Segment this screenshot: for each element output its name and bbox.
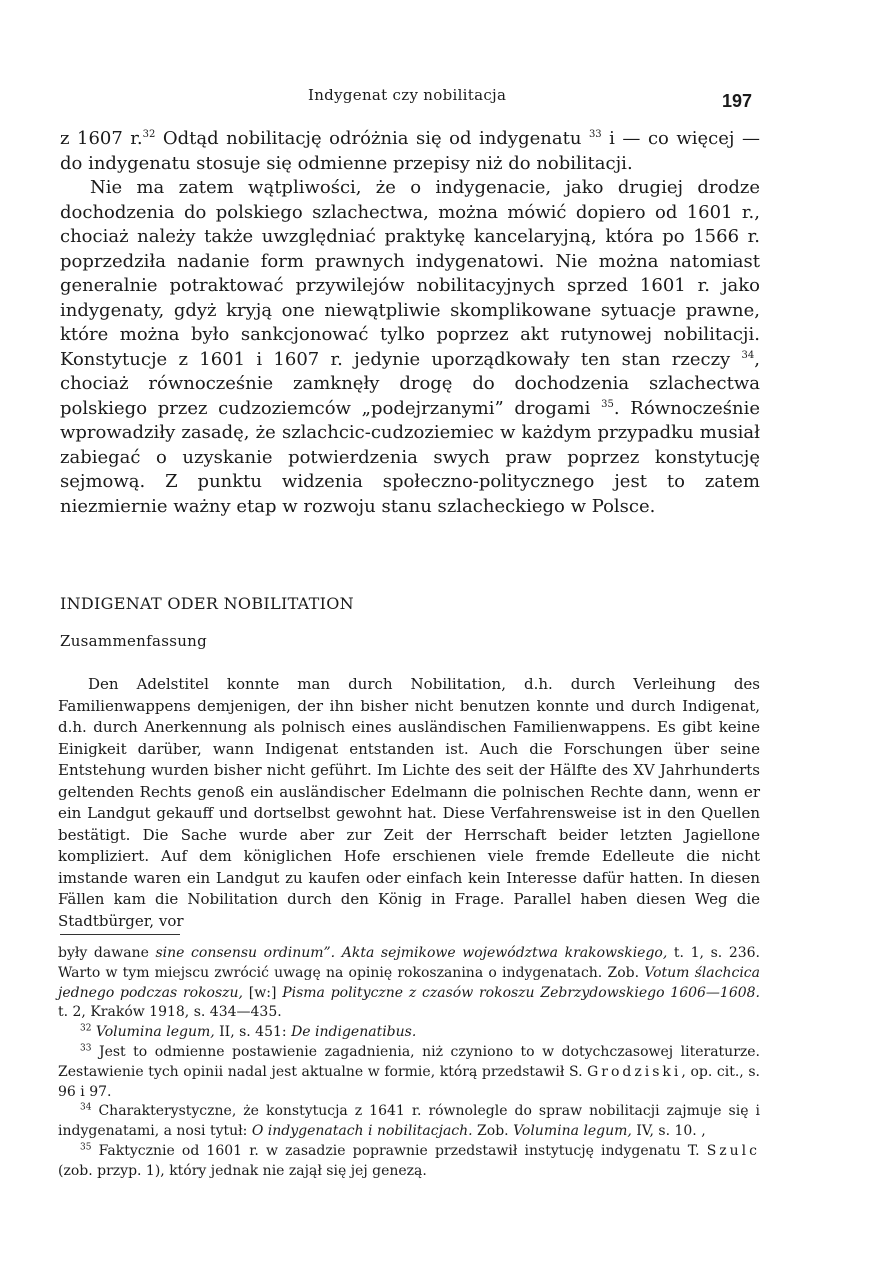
footnote-continuation [58, 944, 760, 1023]
text-run: , chociaż równocześnie zamknęły drogę do dochodzenia szlachectwa polskiego przez cudzoziemców „podejrzanymi” drogami [60, 348, 761, 419]
text-run-italic: Votum ślachcica jednego podczas rokoszu, [58, 964, 760, 1001]
text-run: z 1607 r. [60, 128, 143, 149]
summary-subtitle: Zusammenfassung [60, 632, 208, 650]
text-run: były dawane [58, 945, 156, 961]
author-name: Grodziski [587, 1063, 682, 1080]
footnote-ref-35: 35 [601, 398, 614, 410]
footnote-number: 32 [80, 1023, 92, 1034]
paragraph-2 [60, 176, 760, 519]
text-run-italic: sine consensu ordinum”. Akta sejmikowe województwa krakowskiego, [155, 945, 668, 961]
text-run: , op. cit., s. 96 i 97. [58, 1063, 760, 1100]
footnote-35 [58, 1142, 760, 1182]
text-run: IV, s. 10. , [631, 1123, 706, 1140]
text-run: (zob. przyp. 1), który jednak nie zajął się jej genezą. [58, 1162, 427, 1179]
text-run: t. 1, s. 236. Warto w tym miejscu zwrócić uwagę na opinię rokoszanina o indygenatach. Zob. [58, 945, 760, 981]
footnote-32 [58, 1023, 760, 1043]
footnote-ref-32: 32 [142, 129, 156, 140]
footnotes [58, 944, 760, 1182]
footnote-number: 33 [80, 1043, 92, 1054]
summary-body: Den Adelstitel konnte man durch Nobilitation, d.h. durch Verleihung des Familienwappens demjenigen, der ihn bisher nicht benutzen konnte und durch Indigenat, d.h. durch Anerkennung als polnisch eines ausländischen Familienwappens. Es gibt keine Einigkeit darüber, wann Indigenat entstanden ist. Auch die Forschungen über seine Entstehung wurden bisher nicht geführt. Im Lichte des seit der Hälfte des XV Jahrhunderts geltenden Rechts genoß ein ausländischer Edelmann die polnischen Rechte dann, wenn er ein Landgut gekauff und dortselbst gewohnt hat. Diese Verfahrensweise ist in den Quellen bestätigt. Die Sache wurde aber zur Zeit der Herrschaft beider letzten Jagiellone kompliziert. Auf dem königlichen Hofe erschienen viele fremde Edelleute die nicht imstande waren ein Landgut zu kaufen oder einfach kein Interesse dafür hatten. In diesen Fällen kam die Nobilitation durch den König in Frage. Parallel haben diesen Weg die Stadtbürger, vor [58, 675, 760, 930]
page-number: 197 [722, 91, 753, 111]
text-run: II, s. 451: [214, 1024, 292, 1041]
text-run: Faktycznie od 1601 r. w zasadzie poprawnie przedstawił instytucję indygenatu T. [98, 1142, 707, 1159]
text-run: . Równocześnie wprowadziły zasadę, że szlachcic-cudzoziemiec w każdym przypadku musiał zabiegać o uzyskanie potwierdzenia swych praw poprzez konstytucję sejmową. Z punktu widzenia społeczno-politycznego jest to zatem niezmiernie ważny etap w rozwoju stanu szlacheckiego w Polsce. [60, 397, 760, 517]
text-run-italic: O indygenatach i nobilitacjach. [251, 1123, 473, 1140]
author-name: Szulc [706, 1142, 760, 1159]
text-run: Charakterystyczne, że konstytucja z 1641 r. równolegle do spraw nobilitacji zajmuje się i indygenatami, a nosi tytuł: [58, 1103, 760, 1140]
footnote-number: 35 [80, 1142, 92, 1153]
text-run: [w:] [243, 984, 283, 1001]
text-run: Nie ma zatem wątpliwości, że o indygenacie, jako drugiej drodze dochodzenia do polskiego szlachectwa, można mówić dopiero od 1601 r., chociaż należy także uwzględniać praktykę kancelaryjną, która po 1566 r. poprzedziła nadanie form prawnych indygenatowi. Nie można natomiast generalnie potraktować przywilejów nobilitacyjnych sprzed 1601 r. jako indygenaty, gdyż kryją one niewątpliwie skomplikowane sytuacje prawne, które można było sankcjonować tylko poprzez akt rutynowej nobilitacji. Konstytucje z 1601 i 1607 r. jedynie uporządkowały ten stan rzeczy [60, 177, 760, 370]
footnote-number: 34 [80, 1102, 92, 1113]
footnote-ref-33: 33 [588, 129, 602, 140]
text-run: Odtąd nobilitację odróżnia się od indygenatu [155, 128, 582, 149]
footnote-ref-34: 34 [741, 349, 755, 361]
paragraph-1 [60, 127, 760, 176]
footnote-34 [58, 1102, 760, 1142]
summary-title: INDIGENAT ODER NOBILITATION [60, 594, 354, 613]
text-run-italic: Volumina legum, [95, 1024, 215, 1041]
footnote-33 [58, 1043, 760, 1102]
text-run-italic: Volumina legum, [513, 1123, 632, 1140]
text-run-italic: De indigenatibus. [291, 1024, 417, 1041]
text-run: Zob. [472, 1123, 514, 1140]
text-run: i — co więcej — do indygenatu stosuje się odmienne przepisy niż do nobilitacji. [60, 128, 760, 174]
running-title: Indygenat czy nobilitacja [308, 86, 507, 104]
main-text [60, 127, 760, 519]
text-run: t. 2, Kraków 1918, s. 434—435. [58, 1004, 282, 1021]
footnote-divider [60, 934, 180, 935]
text-run-italic: Pisma polityczne z czasów rokoszu Zebrzydowskiego 1606—1608. [282, 984, 760, 1001]
text-run: Jest to odmienne postawienie zagadnienia, niż czyniono to w dotychczasowej literaturze. Zestawienie tych opinii nadal jest aktualne w formie, którą przedstawił S. [58, 1043, 760, 1080]
